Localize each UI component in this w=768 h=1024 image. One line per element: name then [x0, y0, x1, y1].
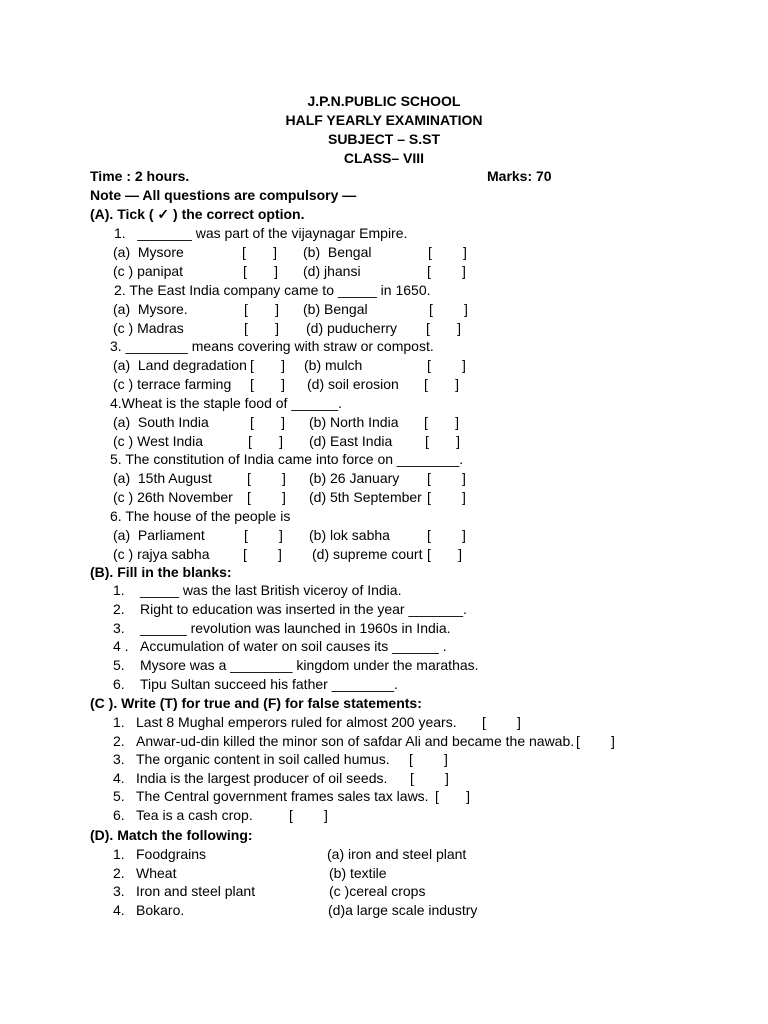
option-text: (a) Mysore. — [113, 300, 188, 317]
tf-item-number: 4. — [113, 769, 125, 786]
answer-bracket: [ ] — [250, 357, 286, 373]
answer-bracket: [ ] — [424, 413, 460, 430]
blank-item-text: ______ revolution was launched in 1960s in India. — [140, 619, 451, 636]
tf-item-text: Last 8 Mughal emperors ruled for almost 200 years. — [136, 714, 457, 730]
blank-item-text: _____ was the last British viceroy of India. — [140, 582, 402, 598]
blank-item-number: 6. — [113, 676, 125, 692]
blank-item-text: Tipu Sultan succeed his father ________. — [140, 676, 398, 692]
option-text: (d) 5th September — [309, 489, 422, 505]
option-text: (c ) Madras — [113, 319, 184, 336]
answer-bracket: [ ] — [427, 489, 466, 505]
option-text: (d) puducherry — [306, 319, 398, 336]
note-line: Note — All questions are compulsory — — [90, 187, 357, 203]
question-text: 5. The constitution of India came into force on ________. — [110, 451, 464, 467]
question-text: 1. _______ was part of the vijaynagar Empire. — [114, 225, 408, 241]
question-text: 4.Wheat is the staple food of ______. — [110, 394, 342, 411]
option-text: (a) Parliament — [113, 526, 205, 543]
answer-bracket: [ ] — [576, 732, 615, 749]
question-text: 2. The East India company came to _____ in 1650. — [114, 281, 431, 298]
tf-item-text: Anwar-ud-din killed the minor son of safdar Ali and became the nawab. — [136, 732, 575, 749]
answer-bracket: [ ] — [410, 769, 449, 786]
blank-item-text: Right to education was inserted in the year _______. — [140, 600, 467, 617]
option-text: (c ) panipat — [113, 263, 184, 279]
answer-bracket: [ ] — [250, 413, 286, 430]
answer-bracket: [ ] — [409, 751, 448, 768]
option-text: (c ) West India — [113, 432, 203, 449]
blank-item-number: 5. — [113, 657, 125, 674]
match-left-text: Foodgrains — [136, 846, 207, 862]
answer-bracket: [ ] — [244, 319, 280, 336]
tf-item-text: The organic content in soil called humus. — [136, 751, 390, 768]
match-left-text: Iron and steel plant — [136, 883, 256, 900]
answer-bracket: [ ] — [289, 807, 328, 823]
answer-bracket: [ ] — [428, 244, 467, 260]
answer-bracket: [ ] — [425, 432, 461, 449]
option-text: (b) North India — [309, 413, 399, 430]
answer-bracket: [ ] — [248, 432, 284, 449]
answer-bracket: [ ] — [427, 357, 466, 373]
section-a-heading: (A). Tick ( ✓ ) the correct option. — [90, 206, 305, 222]
match-right-text: (c )cereal crops — [329, 883, 426, 900]
answer-bracket: [ ] — [243, 263, 279, 279]
answer-bracket: [ ] — [244, 526, 283, 543]
option-text: (c ) 26th November — [113, 489, 233, 505]
match-item-number: 2. — [113, 864, 125, 881]
option-text: (d) East India — [309, 432, 393, 449]
answer-bracket: [ ] — [247, 489, 286, 505]
match-right-text: (d)a large scale industry — [328, 902, 478, 919]
blank-item-number: 3. — [113, 619, 125, 636]
option-text: (a) 15th August — [113, 470, 212, 486]
section-d-heading: (D). Match the following: — [90, 827, 253, 843]
answer-bracket: [ ] — [429, 300, 468, 317]
answer-bracket: [ ] — [427, 470, 466, 486]
marks-label: Marks: 70 — [487, 168, 552, 184]
option-text: (b) 26 January — [309, 470, 400, 486]
option-text: (c ) rajya sabha — [113, 545, 210, 562]
answer-bracket: [ ] — [242, 244, 278, 260]
school-name: J.P.N.PUBLIC SCHOOL — [307, 93, 461, 109]
option-text: (b) lok sabha — [309, 526, 390, 543]
answer-bracket: [ ] — [482, 714, 521, 730]
tf-item-number: 5. — [113, 788, 125, 805]
tf-item-text: India is the largest producer of oil seeds. — [136, 769, 388, 786]
option-text: (d) supreme court — [312, 545, 423, 562]
blank-item-number: 1. — [113, 582, 125, 598]
tf-item-number: 3. — [113, 751, 125, 768]
match-item-number: 4. — [113, 902, 125, 919]
blank-item-text: Mysore was a ________ kingdom under the marathas. — [140, 657, 479, 674]
subject-line: SUBJECT – S.ST — [327, 131, 441, 147]
option-text: (b) Bengal — [303, 300, 368, 317]
tf-item-number: 6. — [113, 807, 125, 823]
section-c-heading: (C ). Write (T) for true and (F) for false statements: — [90, 695, 422, 711]
blank-item-text: Accumulation of water on soil causes its ______ . — [140, 638, 447, 655]
answer-bracket: [ ] — [427, 526, 466, 543]
question-text: 3. ________ means covering with straw or compost. — [110, 338, 434, 354]
answer-bracket: [ ] — [427, 263, 466, 279]
match-item-number: 1. — [113, 846, 125, 862]
class-line: CLASS– VIII — [343, 150, 425, 166]
option-text: (a) Land degradation — [113, 357, 247, 373]
answer-bracket: [ ] — [244, 300, 280, 317]
answer-bracket: [ ] — [435, 788, 471, 805]
option-text: (a) Mysore — [113, 244, 184, 260]
option-text: (d) soil erosion — [307, 376, 399, 392]
time-label: Time : 2 hours. — [90, 168, 190, 184]
tf-item-number: 2. — [113, 732, 125, 749]
option-text: (b) Bengal — [303, 244, 372, 260]
match-right-text: (b) textile — [329, 864, 387, 881]
answer-bracket: [ ] — [427, 545, 463, 562]
tf-item-text: Tea is a cash crop. — [136, 807, 253, 823]
question-text: 6. The house of the people is — [110, 507, 291, 524]
match-item-number: 3. — [113, 883, 125, 900]
match-left-text: Wheat — [136, 864, 177, 881]
section-b-heading: (B). Fill in the blanks: — [90, 564, 232, 580]
match-left-text: Bokaro. — [136, 902, 185, 919]
answer-bracket: [ ] — [247, 470, 286, 486]
option-text: (b) mulch — [304, 357, 363, 373]
match-right-text: (a) iron and steel plant — [327, 846, 467, 862]
answer-bracket: [ ] — [426, 319, 462, 336]
exam-title: HALF YEARLY EXAMINATION — [285, 112, 483, 128]
blank-item-number: 4 . — [113, 638, 129, 655]
option-text: (c ) terrace farming — [113, 376, 232, 392]
tf-item-number: 1. — [113, 714, 125, 730]
answer-bracket: [ ] — [424, 376, 460, 392]
answer-bracket: [ ] — [243, 545, 282, 562]
blank-item-number: 2. — [113, 600, 125, 617]
answer-bracket: [ ] — [250, 376, 286, 392]
tf-item-text: The Central government frames sales tax laws. — [136, 788, 429, 805]
option-text: (d) jhansi — [303, 263, 361, 279]
option-text: (a) South India — [113, 413, 209, 430]
